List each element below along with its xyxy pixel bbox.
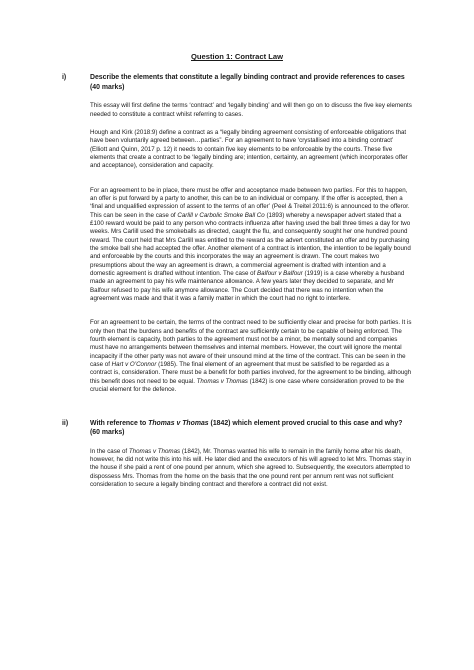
case-name: Hart v O’Connor <box>111 361 157 369</box>
question-1-number: i) <box>62 74 67 81</box>
question-2-text <box>90 419 412 438</box>
definition-paragraph: Hough and Kirk (2018:9) define a contract as a “legally binding agreement consisting of enforceable obligations that have been voluntarily agreed between…parties”. For an agreement to have ‘crystallised into a binding contract’ (Elliott and Quinn, 2017 p. 12) it needs to contain five key elements to be enforceable by the courts. These five elements that create a contract to be ‘legally binding are; intention, certainty, an agreement (which incorporates offer and acceptance), consideration and capacity. <box>90 128 408 170</box>
paragraph-text: (1893) whereby a newspaper advert stated that a £100 reward would be paid to any person who contracts influenza after having used the ball three times a day for two weeks. Mrs Carlill used the smokeballs as directed, caught the flu, and consequently sought her one hundred pound reward. The court held that Mrs Carlill was entitled to the reward as the advert constituted an offer and by purchasing the smoke ball she had accepted the offer. Another element of a contract is intention, the intention to be legally bound and enforceable by the courts and this incorporates the way an agreement is drawn. The court makes two presumptions about the way an agreement is drawn, a commercial agreement is drafted with intention and a domestic agreement is drafted without intention. The case of <box>90 211 411 278</box>
case-name: Carlill v Carbolic Smoke Ball Co <box>177 211 265 219</box>
question-2-number: ii) <box>62 419 69 427</box>
intro-paragraph: This essay will first define the terms ‘contract’ and ‘legally binding’ and will then go on to discuss the five key elements needed to constitute a contract whilst referring to cases. <box>90 102 412 118</box>
paragraph-text: (1985). The final element of an agreement that must be satisfied to be regarded as a contract is, consideration. There must be a benefit for both parties involved, for the agreement to be binding, although this benefit does not need to be equal. <box>90 361 412 385</box>
case-name: Thomas v Thomas <box>196 377 248 385</box>
paragraph-text: (1919) is a case whereby a husband made an agreement to pay his wife maintenance allowance. A few years later they decided to separate, and Mr Balfour refused to pay his wife anymore allowance. The Court decided that there was no intention when the agreement was made and that it was a family matter in which the court had no right to interfere. <box>90 270 405 303</box>
paragraph-text: (1842), Mr. Thomas wanted his wife to remain in the family home after his death, however, he did not write this into his will. He later died and the executors of his will agreed to let Mrs. Thomas stay in the house if she paid a rent of one pound per annum, which she agreed to. Subsequently, the executors attempted to dispossess Mrs. Thomas from the home on the basis that the one pound rent per annum rent was not sufficient consideration to secure a legally binding contract and therefore a contract did not exist. <box>90 447 412 489</box>
question-1-text: Describe the elements that constitute a legally binding contract and provide references to cases (40 marks) <box>90 74 405 91</box>
offer-acceptance-paragraph <box>90 187 412 304</box>
question-text: (1842) which element proved crucial to this case and why? (60 marks) <box>90 419 403 437</box>
thomas-case-paragraph <box>90 448 412 490</box>
certainty-capacity-paragraph <box>90 319 412 394</box>
paragraph-text: For an agreement to be in place, there must be offer and acceptance made between two parties. For this to happen, an offer is put forward by a party to another, this can be to an individual or company. If the offer is accepted, then a ‘final and unqualified expression of assent to the terms of an offer’ (Peel & Treitel 2011:6) is announced to the offeror. This can be seen in the case of <box>90 186 410 219</box>
paragraph-text: In the case of <box>90 447 129 455</box>
case-name: Thomas v Thomas <box>128 447 181 455</box>
case-name: Balfour v Balfour <box>257 270 303 278</box>
question-1-heading <box>62 73 412 92</box>
paragraph-text: (1842) is one case where consideration proved to be the crucial element for the defence. <box>90 377 405 394</box>
page-title: Question 1: Contract Law <box>191 52 283 61</box>
question-text: With reference to <box>90 419 149 427</box>
case-name: Thomas v Thomas <box>148 419 209 427</box>
paragraph-text: For an agreement to be certain, the terms of the contract need to be sufficiently clear and precise for both parties. It is only then that the burdens and benefits of the contract are sufficiently certain to be capable of being enforced. The fourth element is capacity, both parties to the agreement must not be a minor, be mentally sound and companies must have no arrangements between themselves and internal members. However, the court will ignore the mental incapacity if the other party was not aware of their unsound mind at the time of the contract. This can be seen in the case of <box>90 319 412 369</box>
question-2-heading <box>62 419 412 438</box>
